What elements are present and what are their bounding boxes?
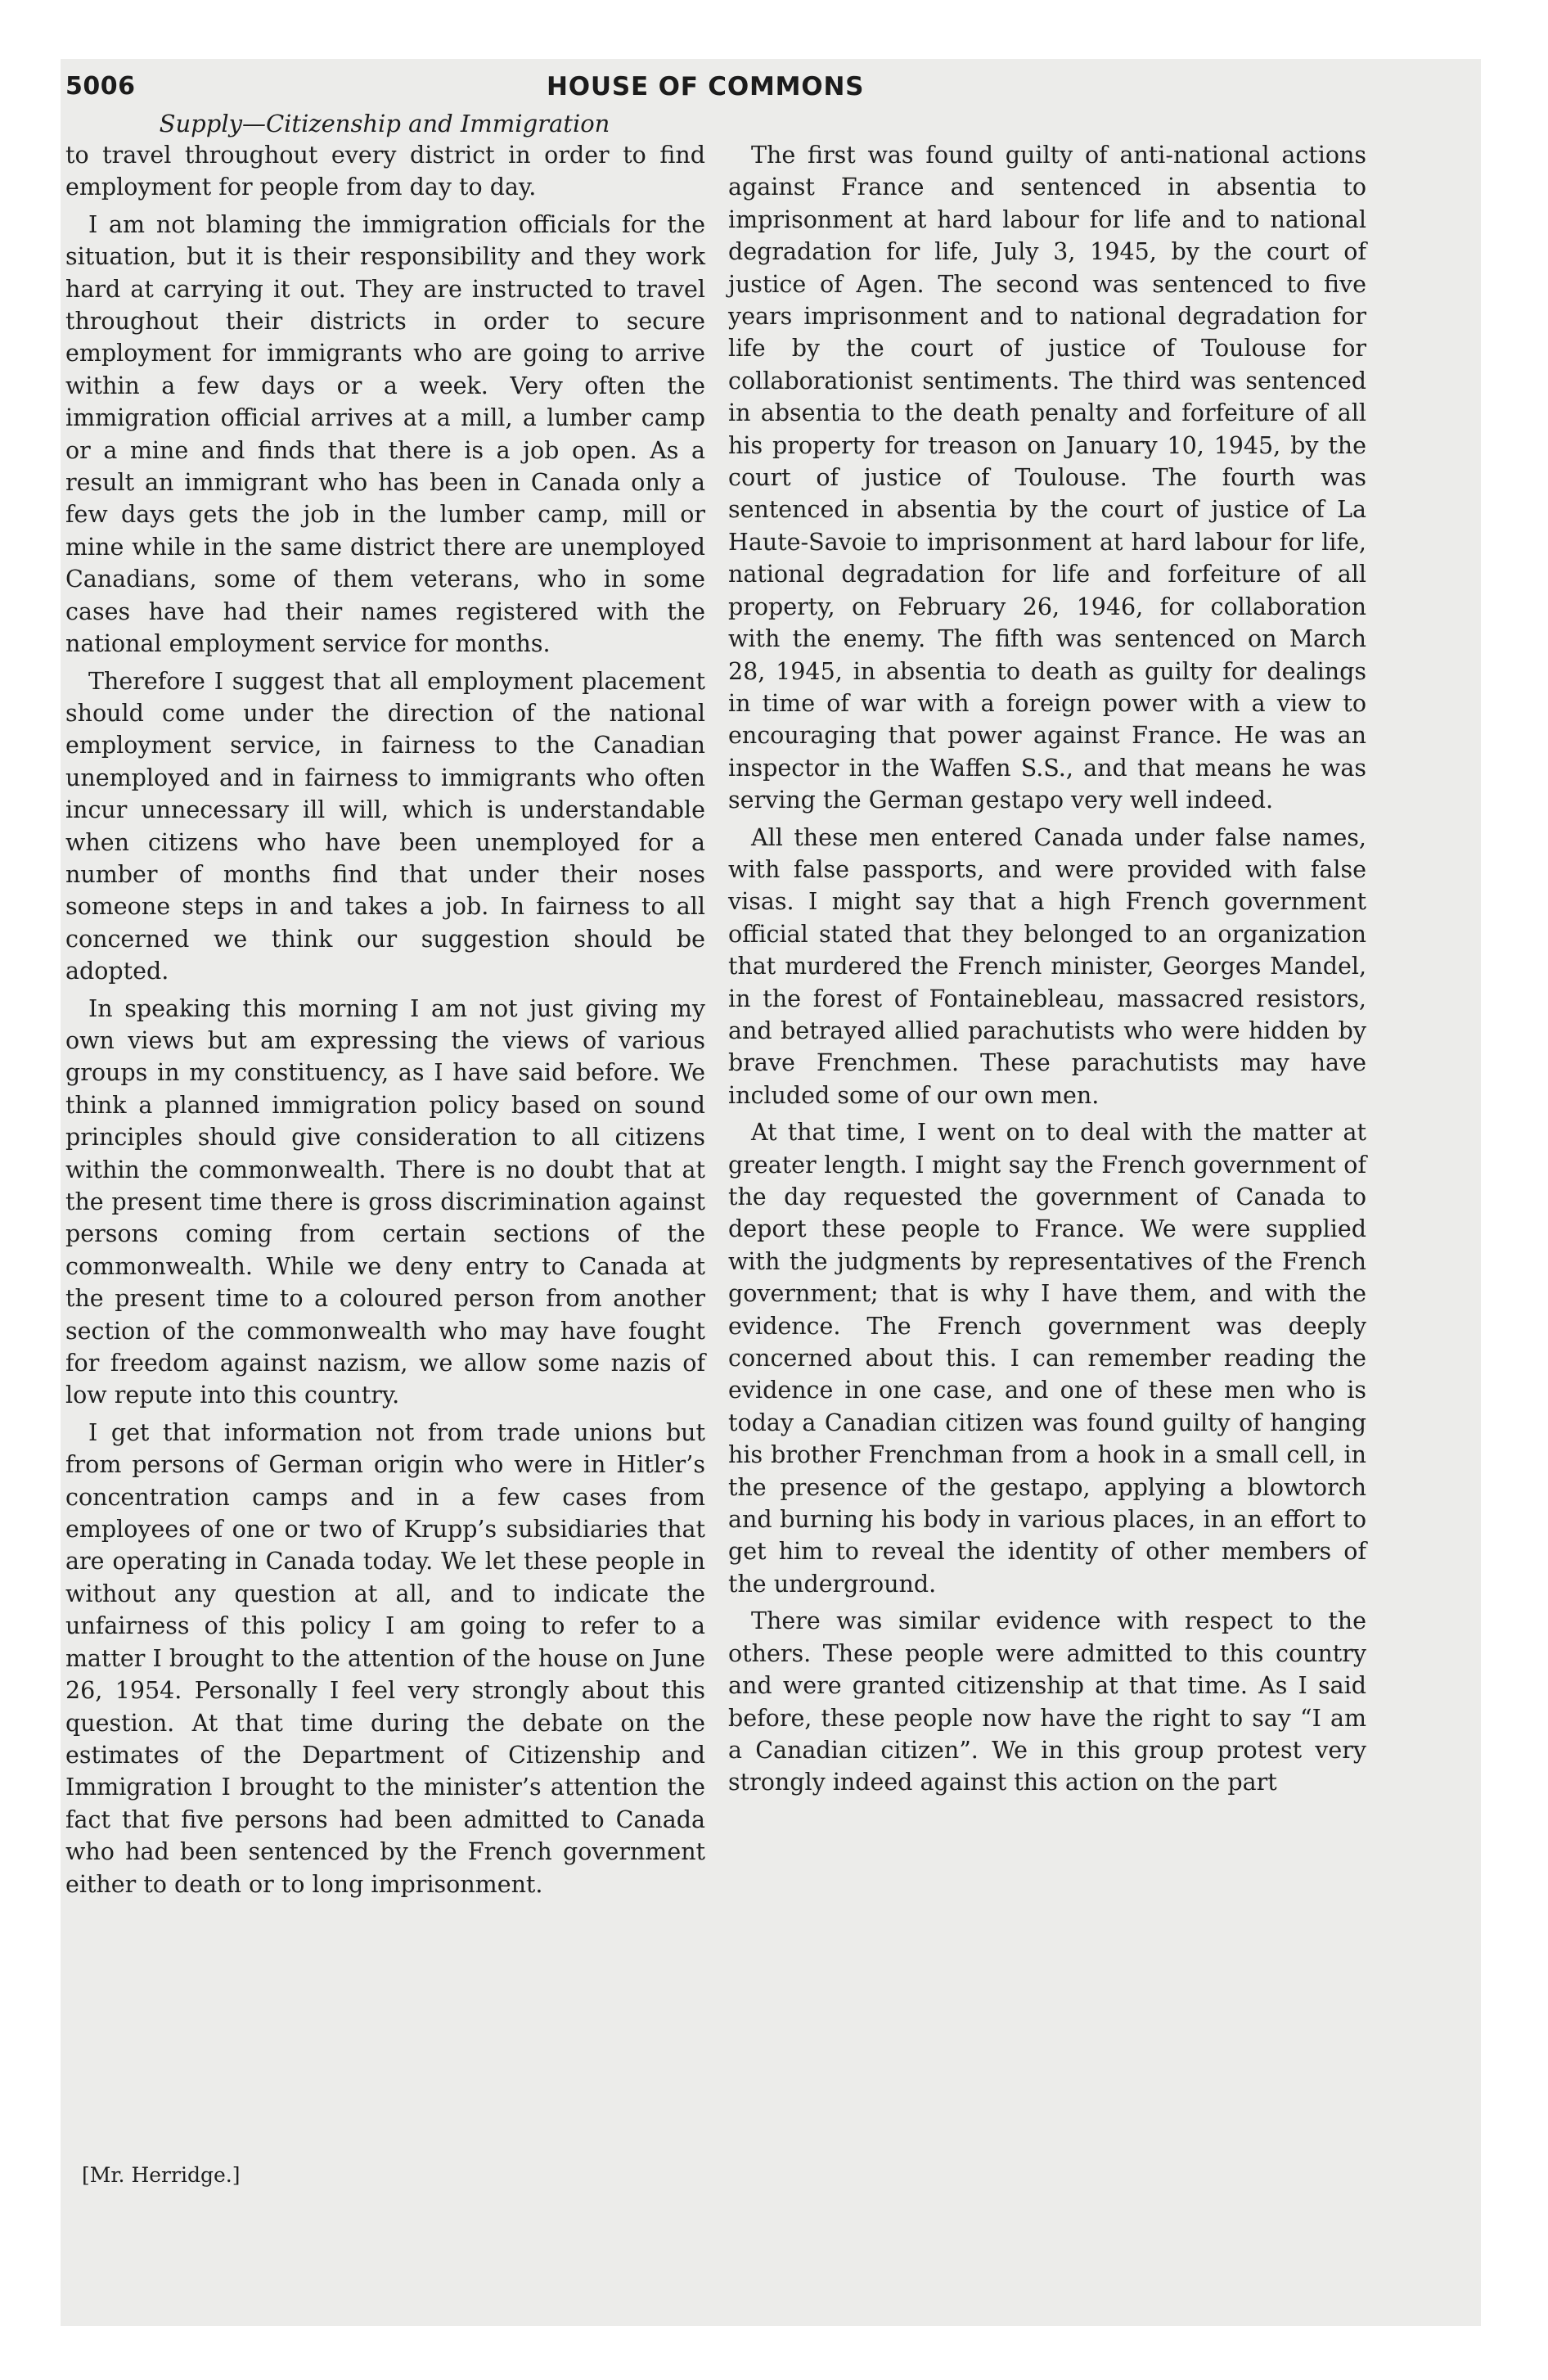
speaker-footer: [Mr. Herridge.] xyxy=(82,2163,241,2187)
left-column xyxy=(65,139,705,1905)
paragraph: I get that information not from trade unions but from persons of German origin who were in Hitler’s concentration camps and in a few cases from employees of one or two of Krupp’s subsidiaries that are operating in Canada today. We let these people in without any question at all, and to indicate the unfairness of this policy I am going to refer to a matter I brought to the attention of the house on June 26, 1954. Personally I feel very strongly about this question. At that time during the debate on the estimates of the Department of Citizenship and Immigration I brought to the minister’s attention the fact that five persons had been admitted to Canada who had been sentenced by the French government either to death or to long imprisonment. xyxy=(65,1418,705,1898)
page-number: 5006 xyxy=(65,72,136,101)
paragraph: The first was found guilty of anti-national actions against France and sentenced in absentia to imprisonment at hard labour for life and to national degradation for life, July 3, 1945, by the court of justice of Agen. The second was sentenced to five years imprisonment and to national degradation for life by the court of justice of Toulouse for collaborationist sentiments. The third was sentenced in absentia to the death penalty and forfeiture of all his property for treason on January 10, 1945, by the court of justice of Toulouse. The fourth was sentenced in absentia by the court of justice of La Haute-Savoie to imprisonment at hard labour for life, national degradation for life and forfeiture of all property, on February 26, 1946, for collaboration with the enemy. The fifth was sentenced on March 28, 1945, in absentia to death as guilty for dealings in time of war with a foreign power with a view to encouraging that power against France. He was an inspector in the Waffen S.S., and that means he was serving the German gestapo very well indeed. xyxy=(728,142,1366,814)
paragraph: Therefore I suggest that all employment placement should come under the direction of the national employment service, in fairness to the Canadian unemployed and in fairness to immigrants who often incur unnecessary ill will, which is understandable when citizens who have been unemployed for a number of months find that under their noses someone steps in and takes a job. In fairness to all concerned we think our suggestion should be adopted. xyxy=(65,667,705,985)
paragraph: There was similar evidence with respect to the others. These people were admitted to this country and were granted citizenship at that time. As I said before, these people now have the right to say “I am a Canadian citizen”. We in this group protest very strongly indeed against this action on the part xyxy=(728,1607,1366,1796)
journal-title: HOUSE OF COMMONS xyxy=(547,72,865,101)
paragraph: At that time, I went on to deal with the matter at greater length. I might say the French government of the day requested the government of Canada to deport these people to France. We were supplied with the judgments by representatives of the French government; that is why I have them, and with the evidence. The French government was deeply concerned about this. I can remember reading the evidence in one case, and one of these men who is today a Canadian citizen was found guilty of hanging his brother Frenchman from a hook in a small cell, in the presence of the gestapo, applying a blowtorch and burning his body in various places, in an effort to get him to reveal the identity of other members of the underground. xyxy=(728,1119,1366,1598)
paragraph: I am not blaming the immigration officials for the situation, but it is their responsibility and they work hard at carrying it out. They are instructed to travel throughout their districts in order to secure employment for immigrants who are going to arrive within a few days or a week. Very often the immigration official arrives at a mill, a lumber camp or a mine and finds that there is a job open. As a result an immigrant who has been in Canada only a few days gets the job in the lumber camp, mill or mine while in the same district there are unemployed Canadians, some of them veterans, who in some cases have had their names registered with the national employment service for months. xyxy=(65,210,705,658)
paragraph: In speaking this morning I am not just giving my own views but am expressing the views of various groups in my constituency, as I have said before. We think a planned immigration policy based on sound principles should give consideration to all citizens within the commonwealth. There is no doubt that at the present time there is gross discrimination against persons coming from certain sections of the commonwealth. While we deny entry to Canada at the present time to a coloured person from another section of the commonwealth who may have fought for freedom against nazism, we allow some nazis of low repute into this country. xyxy=(65,994,705,1409)
right-column xyxy=(728,139,1366,1804)
paragraph: All these men entered Canada under false names, with false passports, and were provided with false visas. I might say that a high French government official stated that they belonged to an organization that murdered the French minister, Georges Mandel, in the forest of Fontainebleau, massacred resistors, and betrayed allied parachutists who were hidden by brave Frenchmen. These parachutists may have included some of our own men. xyxy=(728,823,1366,1109)
section-subtitle: Supply—Citizenship and Immigration xyxy=(159,110,610,137)
paragraph: to travel throughout every district in order to find employment for people from day to day. xyxy=(65,142,705,201)
